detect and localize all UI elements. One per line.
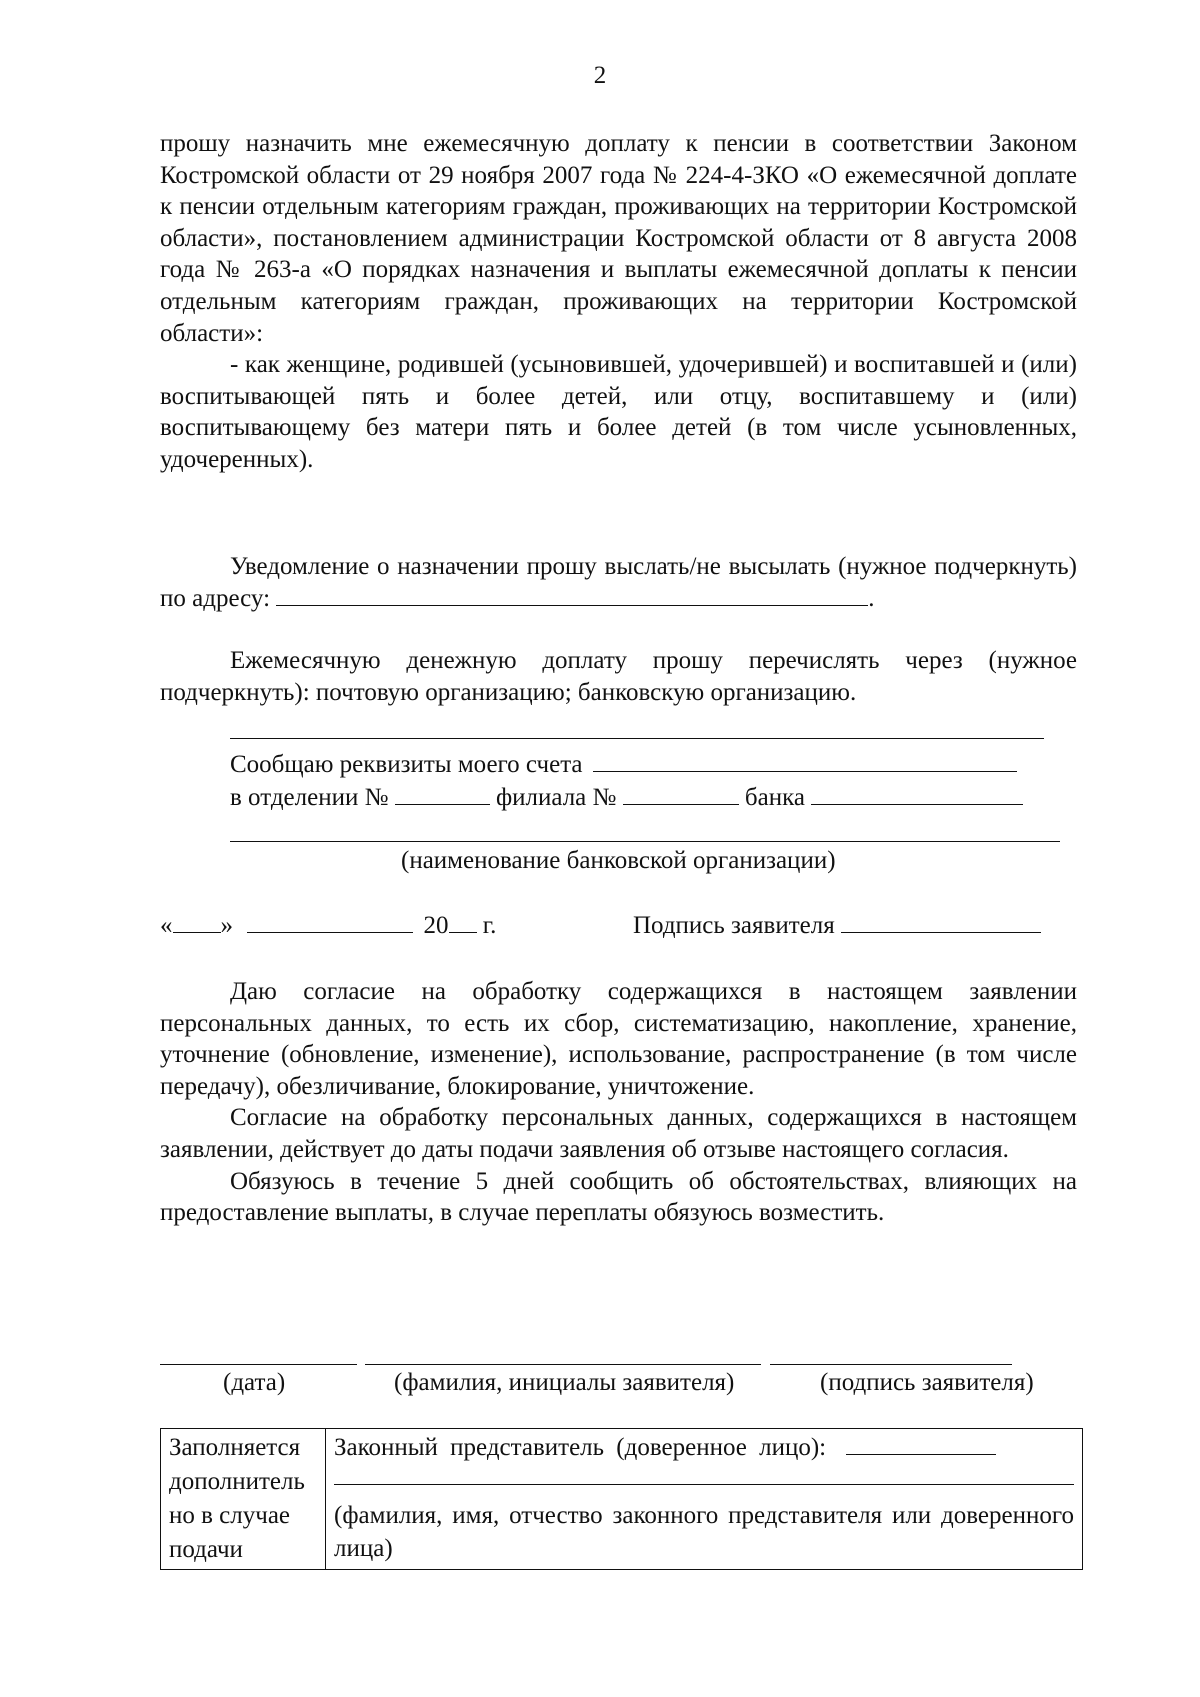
branch-label: в отделении № — [230, 784, 389, 811]
notification-paragraph — [160, 551, 1077, 614]
notification-section — [160, 551, 1077, 614]
applicant-signature-row — [633, 910, 1041, 941]
consent-paragraph: Согласие на обработку персональных данных, содержащихся в настоящем заявлении, действует до даты подачи заявления об отзыве настоящего согласия. — [160, 1104, 1077, 1163]
date-line[interactable] — [160, 1364, 357, 1365]
account-number-field[interactable] — [593, 749, 1017, 772]
account-row — [230, 749, 1017, 780]
bank-name-caption: (наименование банковской организации) — [401, 847, 836, 874]
applicant-signature-field[interactable] — [841, 910, 1041, 933]
representative-note-line: Заполняется — [169, 1434, 301, 1461]
notification-text: Уведомление о назначении прошу выслать/не высылать (нужное подчеркнуть) по адресу: — [160, 553, 1077, 612]
consent-section — [160, 976, 1077, 1229]
year-suffix: г. — [482, 912, 497, 939]
representative-caption: (фамилия, имя, отчество законного представителя или доверенного лица) — [334, 1502, 1074, 1562]
date-signature-row — [160, 910, 496, 941]
representative-note-line: дополнитель — [169, 1468, 305, 1495]
representative-details-cell — [326, 1429, 1083, 1570]
signature-caption: (подпись заявителя) — [820, 1369, 1034, 1396]
representative-note-line: но в случае — [169, 1502, 291, 1529]
bank-field[interactable] — [811, 782, 1023, 805]
filial-number-field[interactable] — [623, 782, 739, 805]
year-field[interactable] — [449, 910, 477, 933]
representative-label: Законный представитель (доверенное лицо): — [334, 1434, 827, 1461]
day-field[interactable] — [173, 910, 221, 933]
representative-note-line: подачи — [169, 1536, 243, 1563]
bank-name-field[interactable] — [230, 841, 1060, 842]
open-quote: « — [160, 912, 173, 939]
representative-field[interactable] — [846, 1432, 996, 1455]
name-line[interactable] — [365, 1364, 761, 1365]
application-body — [160, 128, 1077, 476]
account-label: Сообщаю реквизиты моего счета — [230, 751, 583, 778]
payment-section — [160, 645, 1077, 708]
address-field[interactable] — [276, 583, 868, 606]
date-caption: (дата) — [223, 1369, 286, 1396]
payment-paragraph: Ежемесячную денежную доплату прошу перечислять через (нужное подчеркнуть): почтовую организацию; банковскую организацию. — [160, 647, 1077, 706]
year-prefix: 20 — [423, 912, 449, 939]
notification-end: . — [868, 584, 875, 612]
close-quote: » — [220, 912, 233, 939]
payment-method-line — [230, 738, 1044, 739]
representative-table — [160, 1428, 1083, 1570]
name-caption: (фамилия, инициалы заявителя) — [394, 1369, 735, 1396]
page-number: 2 — [593, 62, 607, 89]
signature-line[interactable] — [770, 1364, 1012, 1365]
consent-paragraph: Даю согласие на обработку содержащихся в настоящем заявлении персональных данных, то есть их сбор, систематизацию, накопление, хранение, уточнение (обновление, изменение), использование, распространение (в том числе передачу), обезличивание, блокирование, уничтожение. — [160, 978, 1077, 1100]
filial-label: филиала № — [495, 784, 617, 811]
intro-paragraph: прошу назначить мне ежемесячную доплату к пенсии в соответствии Законом Костромской области от 29 ноября 2007 года № 224-4-ЗКО «О ежемесячной доплате к пенсии отдельным категориям граждан, проживающих на территории Костромской области», постановлением администрации Костромской области от 8 августа 2008 года № 263-а «О порядках назначения и выплаты ежемесячной доплаты к пенсии отдельным категориям граждан, проживающих на территории Костромской области»: — [160, 130, 1077, 347]
signature-label: Подпись заявителя — [633, 912, 835, 939]
representative-row — [334, 1431, 1074, 1464]
representative-name-field[interactable] — [334, 1464, 1074, 1485]
category-paragraph: - как женщине, родившей (усыновившей, удочерившей) и воспитавшей и (или) воспитывающей пять и более детей, или отцу, воспитавшему и (или) воспитывающему без матери пять и более детей (в том числе усыновленных, удочеренных). — [160, 351, 1077, 473]
representative-note-cell — [161, 1429, 326, 1570]
month-field[interactable] — [247, 910, 413, 933]
branch-number-field[interactable] — [395, 782, 490, 805]
branch-row — [230, 782, 1023, 813]
consent-paragraph: Обязуюсь в течение 5 дней сообщить об обстоятельствах, влияющих на предоставление выплаты, в случае переплаты обязуюсь возместить. — [160, 1167, 1077, 1227]
bank-label: банка — [744, 784, 805, 811]
